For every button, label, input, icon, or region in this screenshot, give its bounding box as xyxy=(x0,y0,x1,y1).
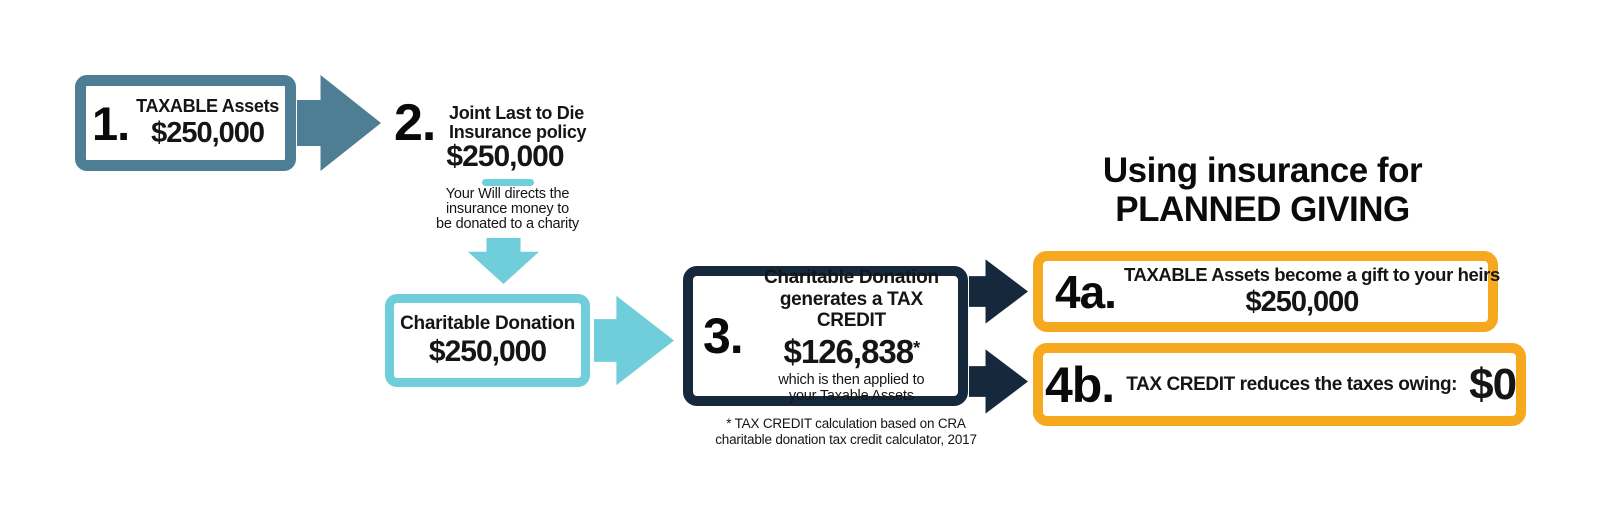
donation-label: Charitable Donation xyxy=(400,312,575,334)
donation-amount: $250,000 xyxy=(428,334,547,368)
step3-content xyxy=(751,267,958,404)
title-line1: Using insurance for xyxy=(1102,151,1423,190)
step4b-label: TAX CREDIT reduces the taxes owing: xyxy=(1126,373,1458,395)
right-arrow-navy-bottom-icon xyxy=(969,348,1028,415)
step1-label: TAXABLE Assets xyxy=(136,96,280,116)
step2-note-line3: be donated to a charity xyxy=(436,216,579,233)
step3-label-line1: Charitable Donation xyxy=(763,267,939,289)
charitable-donation-box xyxy=(385,294,590,387)
step4a-heirs-box xyxy=(1033,251,1498,332)
step1-content xyxy=(136,96,279,150)
down-arrow-shaft-icon xyxy=(482,179,534,186)
asterisk-marker: * xyxy=(913,338,920,359)
tax-credit-footnote xyxy=(690,416,1002,448)
step2-note-line2: insurance money to xyxy=(446,201,569,218)
step4a-number: 4a. xyxy=(1055,265,1116,318)
step4a-amount: $250,000 xyxy=(1245,286,1359,318)
step2-label-line1: Joint Last to Die xyxy=(449,103,584,123)
right-arrow-navy-top-icon xyxy=(969,258,1028,325)
step2-amount: $250,000 xyxy=(446,140,564,173)
footnote-line1: * TAX CREDIT calculation based on CRA xyxy=(726,416,966,431)
step4b-taxes-box xyxy=(1033,343,1526,426)
step3-amount: $126,838* xyxy=(783,333,920,371)
step1-number: 1. xyxy=(91,96,130,150)
step4b-number: 4b. xyxy=(1044,356,1115,413)
step3-label-line2: generates a TAX CREDIT xyxy=(779,288,923,331)
step2-label-line2: Insurance policy xyxy=(449,122,587,143)
step3-number: 3. xyxy=(703,308,743,364)
down-arrow-icon xyxy=(468,238,539,284)
right-arrow-icon xyxy=(297,73,381,173)
step2-label xyxy=(449,104,586,143)
right-arrow-teal-icon xyxy=(594,294,674,387)
title-line2: PLANNED GIVING xyxy=(1115,190,1410,230)
step4b-amount: $0 xyxy=(1469,359,1517,409)
step2-note xyxy=(415,187,600,233)
footnote-line2: charitable donation tax credit calculator, 2017 xyxy=(715,432,977,448)
step2-note-line1: Your Will directs the xyxy=(445,186,570,202)
step4a-content xyxy=(1123,264,1500,319)
diagram-title xyxy=(1035,151,1490,229)
step4a-label: TAXABLE Assets become a gift to your heirs xyxy=(1123,264,1500,285)
step2-number: 2. xyxy=(394,94,436,152)
step3-sub-line2: your Taxable Assets xyxy=(788,388,914,405)
step1-amount: $250,000 xyxy=(151,117,265,149)
step1-taxable-assets-box xyxy=(75,75,296,171)
step3-tax-credit-box xyxy=(683,266,968,406)
step3-sub-line1: which is then applied to xyxy=(778,372,925,389)
